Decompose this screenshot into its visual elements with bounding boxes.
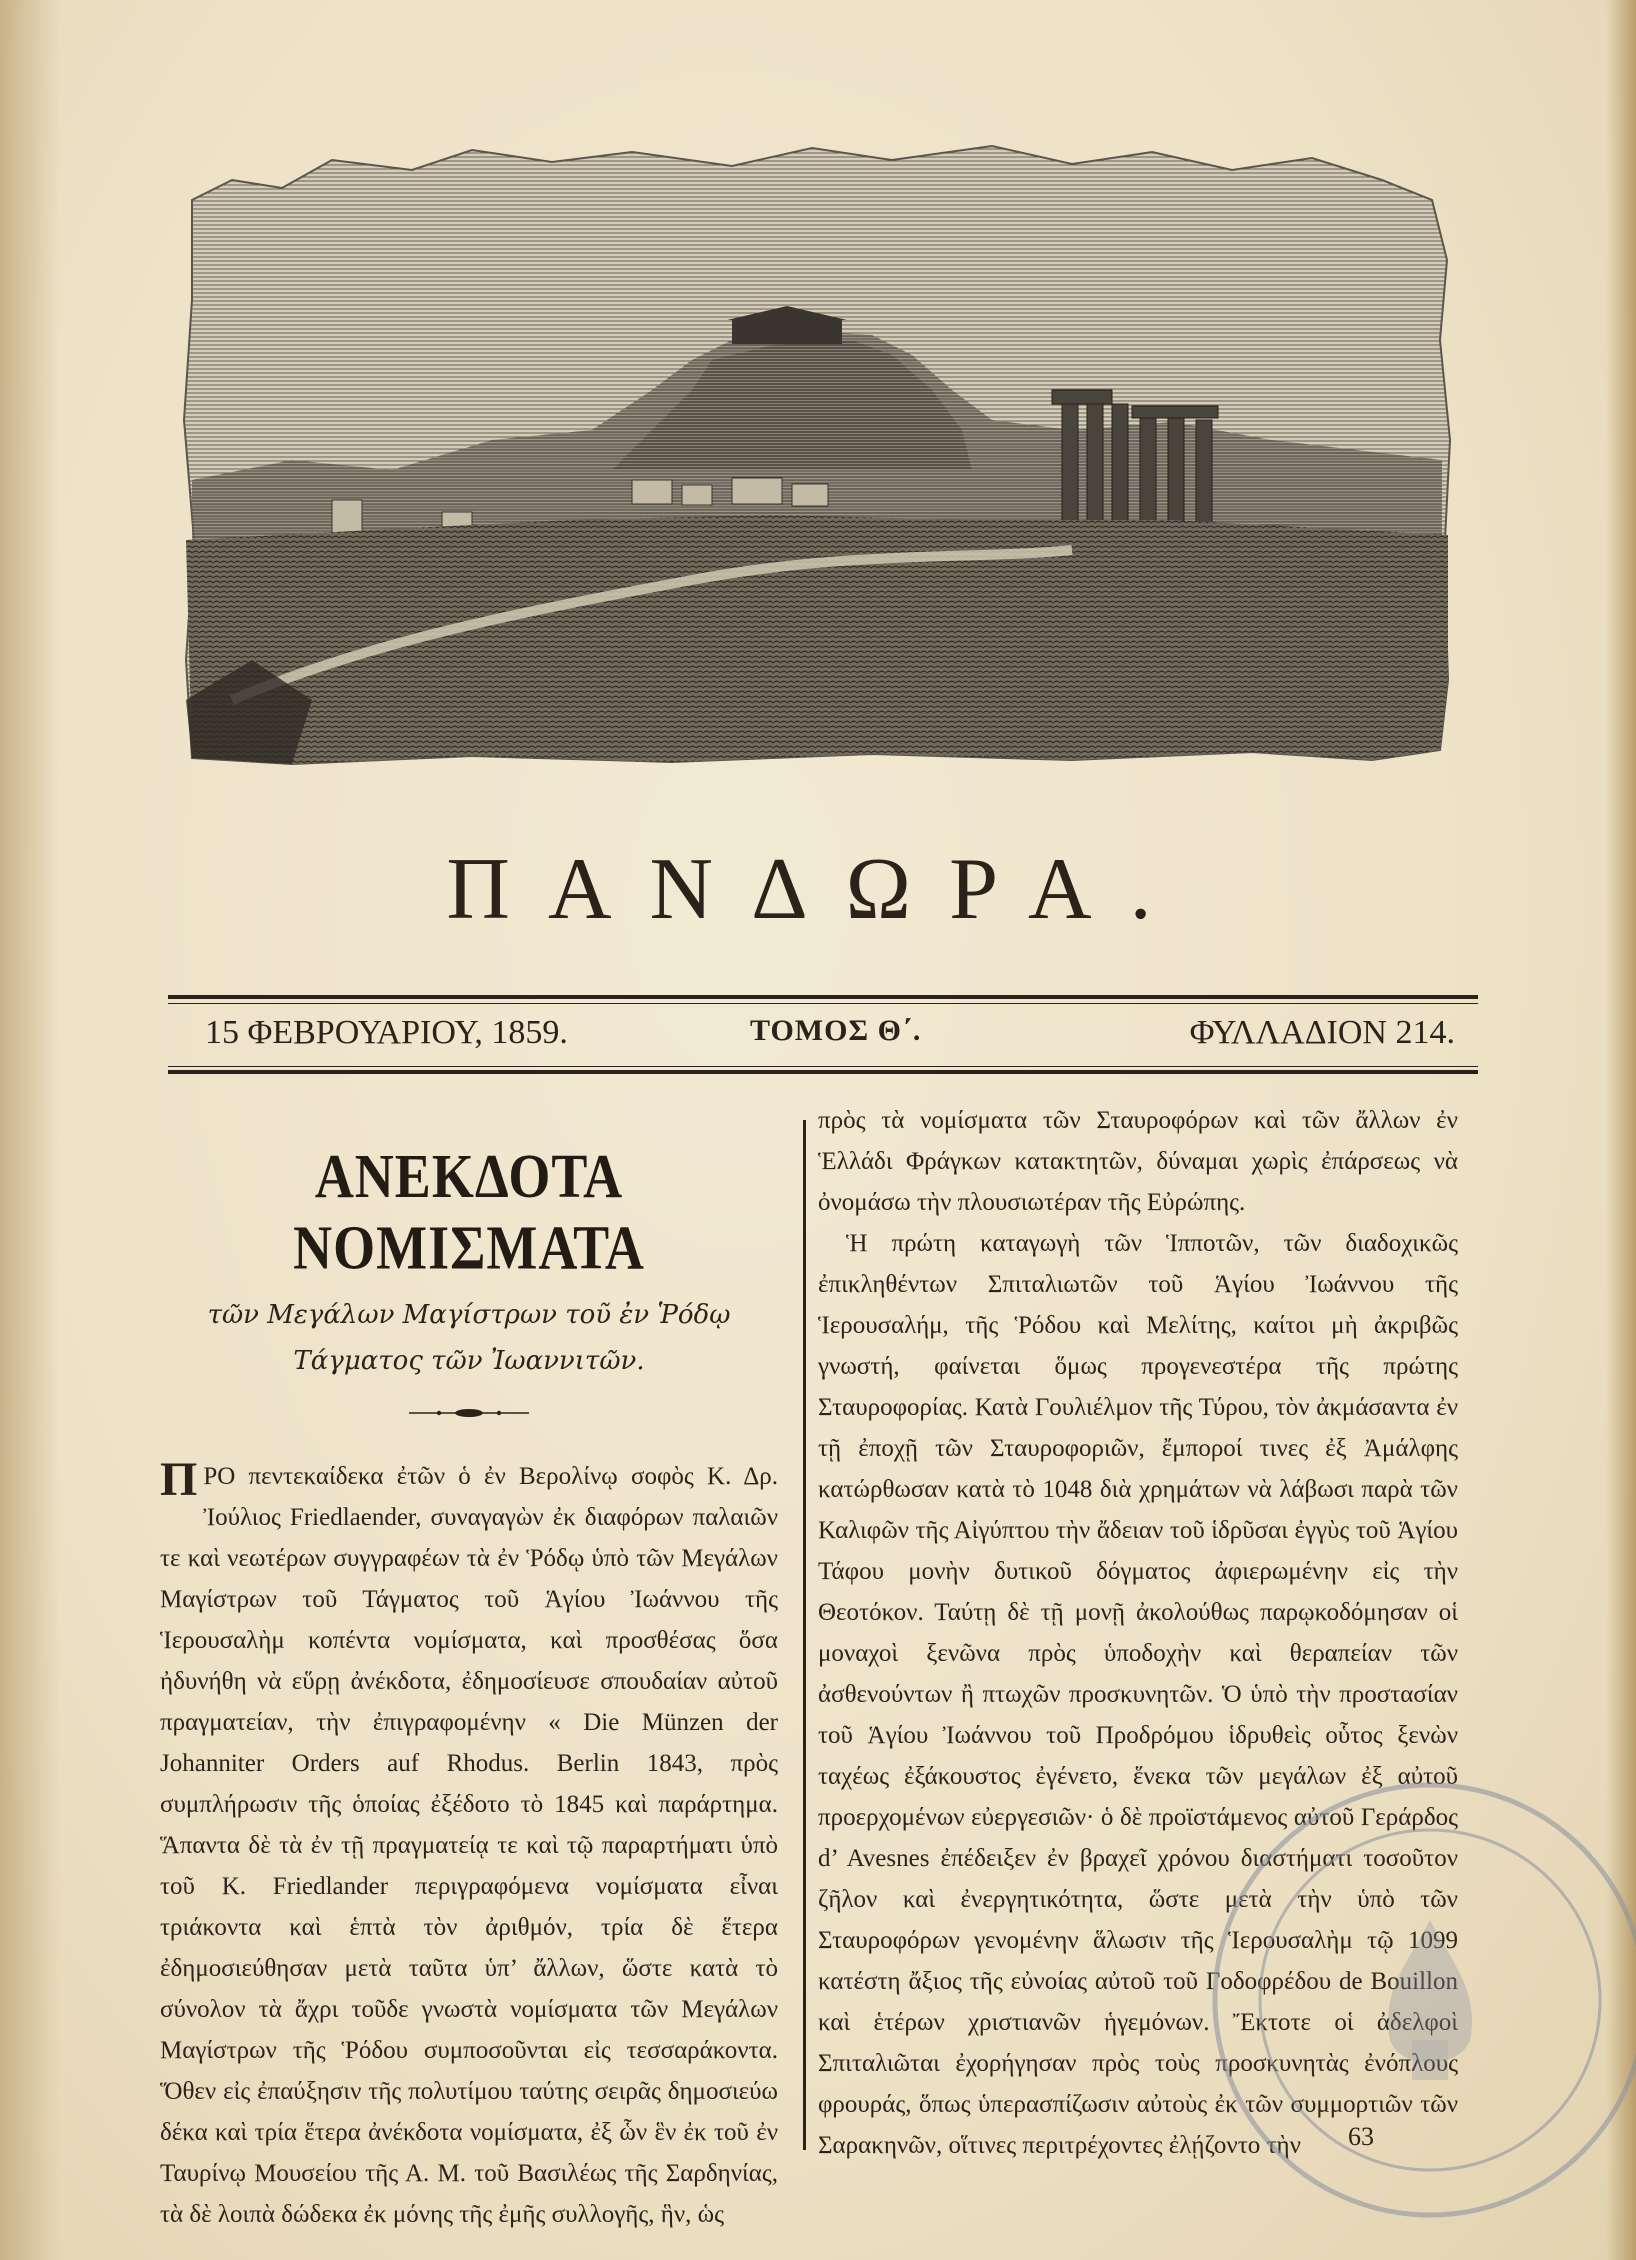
- acropolis-engraving: [172, 140, 1462, 770]
- volume-number: ΤΟΜΟΣ Θ΄.: [750, 1014, 922, 1047]
- article-subtitle-line1: τῶν Μεγάλων Μαγίστρων τοῦ ἐν Ῥόδῳ: [207, 1300, 731, 1330]
- top-rule-thin: [168, 1003, 1478, 1004]
- left-column: [160, 1130, 778, 2235]
- top-rule-thick: [168, 995, 1478, 999]
- article-subtitle-line2: Τάγματος τῶν Ἰωαννιτῶν.: [293, 1346, 645, 1376]
- right-paragraph-2: Ἡ πρώτη καταγωγὴ τῶν Ἱπποτῶν, τῶν διαδοχικῶς ἐπικληθέντων Σπιταλιωτῶν τοῦ Ἁγίου Ἰωάννου τῆς Ἱερουσαλήμ, τῆς Ῥόδου καὶ Μελίτης, καίτοι μὴ ἀκριβῶς γνωστή, φαίνεται ὅμως προγενεστέρα τῆς πρώτης Σταυροφορίας. Κατὰ Γουλιέλμον τῆς Τύρου, τὸν ἀκμάσαντα ἐν τῇ ἐποχῇ τῶν Σταυροφοριῶν, ἔμποροί τινες ἐξ Ἀμάλφης κατώρθωσαν κατὰ τὸ 1048 διὰ χρημάτων νὰ λάβωσι παρὰ τῶν Καλιφῶν τῆς Αἰγύπτου τὴν ἄδειαν τοῦ ἱδρῦσαι ἐγγὺς τοῦ Ἁγίου Τάφου μονὴν δυτικοῦ δόγματος ἀφιερωμένην εἰς τὴν Θεοτόκον. Ταύτῃ δὲ τῇ μονῇ ἀκολούθως παρῳκοδόμησαν οἱ μοναχοὶ ξενῶνα πρὸς ὑποδοχὴν καὶ θεραπείαν τῶν ἀσθενούντων ἢ πτωχῶν προσκυνητῶν. Ὁ ὑπὸ τὴν προστασίαν τοῦ Ἁγίου Ἰωάννου τοῦ Προδρόμου ἱδρυθεὶς οὗτος ξενὼν ταχέως ἐξάκουστος ἐγένετο, ἕνεκα τῶν μεγάλων ἐξ αὐτοῦ προερχομένων εὐεργεσιῶν· ὁ δὲ προϊστάμενος αὐτοῦ Γεράρδος d’ Avesnes ἐπέδειξεν ἐν βραχεῖ χρόνου διαστήματι τοσοῦτον ζῆλον καὶ ἐνεργητικότητα, ὥστε μετὰ τὴν ὑπὸ τῶν Σταυροφόρων γενομένην ἅλωσιν τῆς Ἱερουσαλὴμ τῷ 1099 κατέστη ἄξιος τῆς εὐνοίας αὐτοῦ τοῦ Γοδοφρέδου de Bouillon καὶ ἑτέρων χριστιανῶν ἡγεμόνων. Ἔκτοτε οἱ ἀδελφοὶ Σπιταλιῶται ἐχορήγησαν πρὸς τοὺς προσκυνητὰς ἐνόπλους φρουράς, ὅπως ὑπερασπίζωσιν αὐτοὺς ἐκ τῶν συμμορτιῶν τῶν Σαρακηνῶν, οἵτινες περιτρέχοντες ἐλῄζοντο τὴν: [818, 1230, 1458, 2159]
- page-number: 63: [1348, 2122, 1374, 2151]
- masthead-title: ΠΑΝΔΩΡΑ.: [446, 841, 1190, 938]
- library-stamp-icon: [1180, 1740, 1636, 2240]
- drop-cap: Π: [160, 1453, 198, 1506]
- right-paragraph-1: πρὸς τὰ νομίσματα τῶν Σταυροφόρων καὶ τῶν ἄλλων ἐν Ἑλλάδι Φράγκων κατακτητῶν, δύναμαι χωρὶς ἐπάρσεως νὰ ὀνομάσω τὴν πλουσιωτέραν τῆς Εὐρώπης.: [818, 1107, 1458, 1216]
- issue-date: 15 ΦΕΒΡΟΥΑΡΙΟΥ, 1859.: [205, 1014, 568, 1051]
- article-title: ΑΝΕΚΔΟΤΑ ΝΟΜΙΣΜΑΤΑ: [293, 1141, 645, 1283]
- dateline: [205, 1008, 1455, 1064]
- bottom-rule-thick: [168, 1070, 1478, 1074]
- sheet-number: ΦΥΛΛΑΔΙΟΝ 214.: [1189, 1014, 1455, 1051]
- left-column-text: [160, 1453, 778, 2235]
- bottom-rule-thin: [168, 1066, 1478, 1067]
- ornament-divider: [409, 1406, 529, 1420]
- column-divider: [803, 1120, 806, 2150]
- left-paragraph-1: ΡΟ πεντεκαίδεκα ἐτῶν ὁ ἐν Βερολίνῳ σοφὸς Κ. Δρ. Ἰούλιος Friedlaender, συναγαγὼν ἐκ διαφόρων παλαιῶν τε καὶ νεωτέρων συγγραφέων τὰ ἐν Ῥόδῳ ὑπὸ τῶν Μεγάλων Μαγίστρων τοῦ Τάγματος τοῦ Ἁγίου Ἰωάννου τῆς Ἱερουσαλὴμ κοπέντα νομίσματα, καὶ προσθέσας ὅσα ἠδυνήθη νὰ εὕρῃ ἀνέκδοτα, ἐδημοσίευσε σπουδαίαν αὐτοῦ πραγματείαν, τὴν ἐπιγραφομένην « Die Münzen der Johanniter Orders auf Rhodus. Berlin 1843, πρὸς συμπλήρωσιν τῆς ὁποίας ἐξέδοτο τὸ 1845 καὶ παράρτημα. Ἅπαντα δὲ τὰ ἐν τῇ πραγματείᾳ τε καὶ τῷ παραρτήματι ὑπὸ τοῦ Κ. Friedlander περιγραφόμενα νομίσματα εἶναι τριάκοντα καὶ ἑπτὰ τὸν ἀριθμόν, τρία δὲ ἕτερα ἐδημοσιεύθησαν μετὰ ταῦτα ὑπ’ ἄλλων, ὥστε κατὰ τὸ σύνολον τὰ ἄχρι τοῦδε γνωστὰ νομίσματα τῶν Μεγάλων Μαγίστρων τῆς Ῥόδου συμποσοῦνται εἰς τεσσαράκοντα. Ὅθεν εἰς ἐπαύξησιν τῆς πολυτίμου ταύτης σειρᾶς δημοσιεύω δέκα καὶ τρία ἕτερα ἀνέκδοτα νομίσματα, ἐξ ὧν ἓν ἐκ τοῦ ἐν Ταυρίνῳ Μουσείου τῆς Α. Μ. τοῦ Βασιλέως τῆς Σαρδηνίας, τὰ δὲ λοιπὰ δώδεκα ἐκ μόνης τῆς ἐμῆς συλλογῆς, ἣν, ὡς: [160, 1463, 778, 2228]
- binding-shadow: [0, 0, 60, 2260]
